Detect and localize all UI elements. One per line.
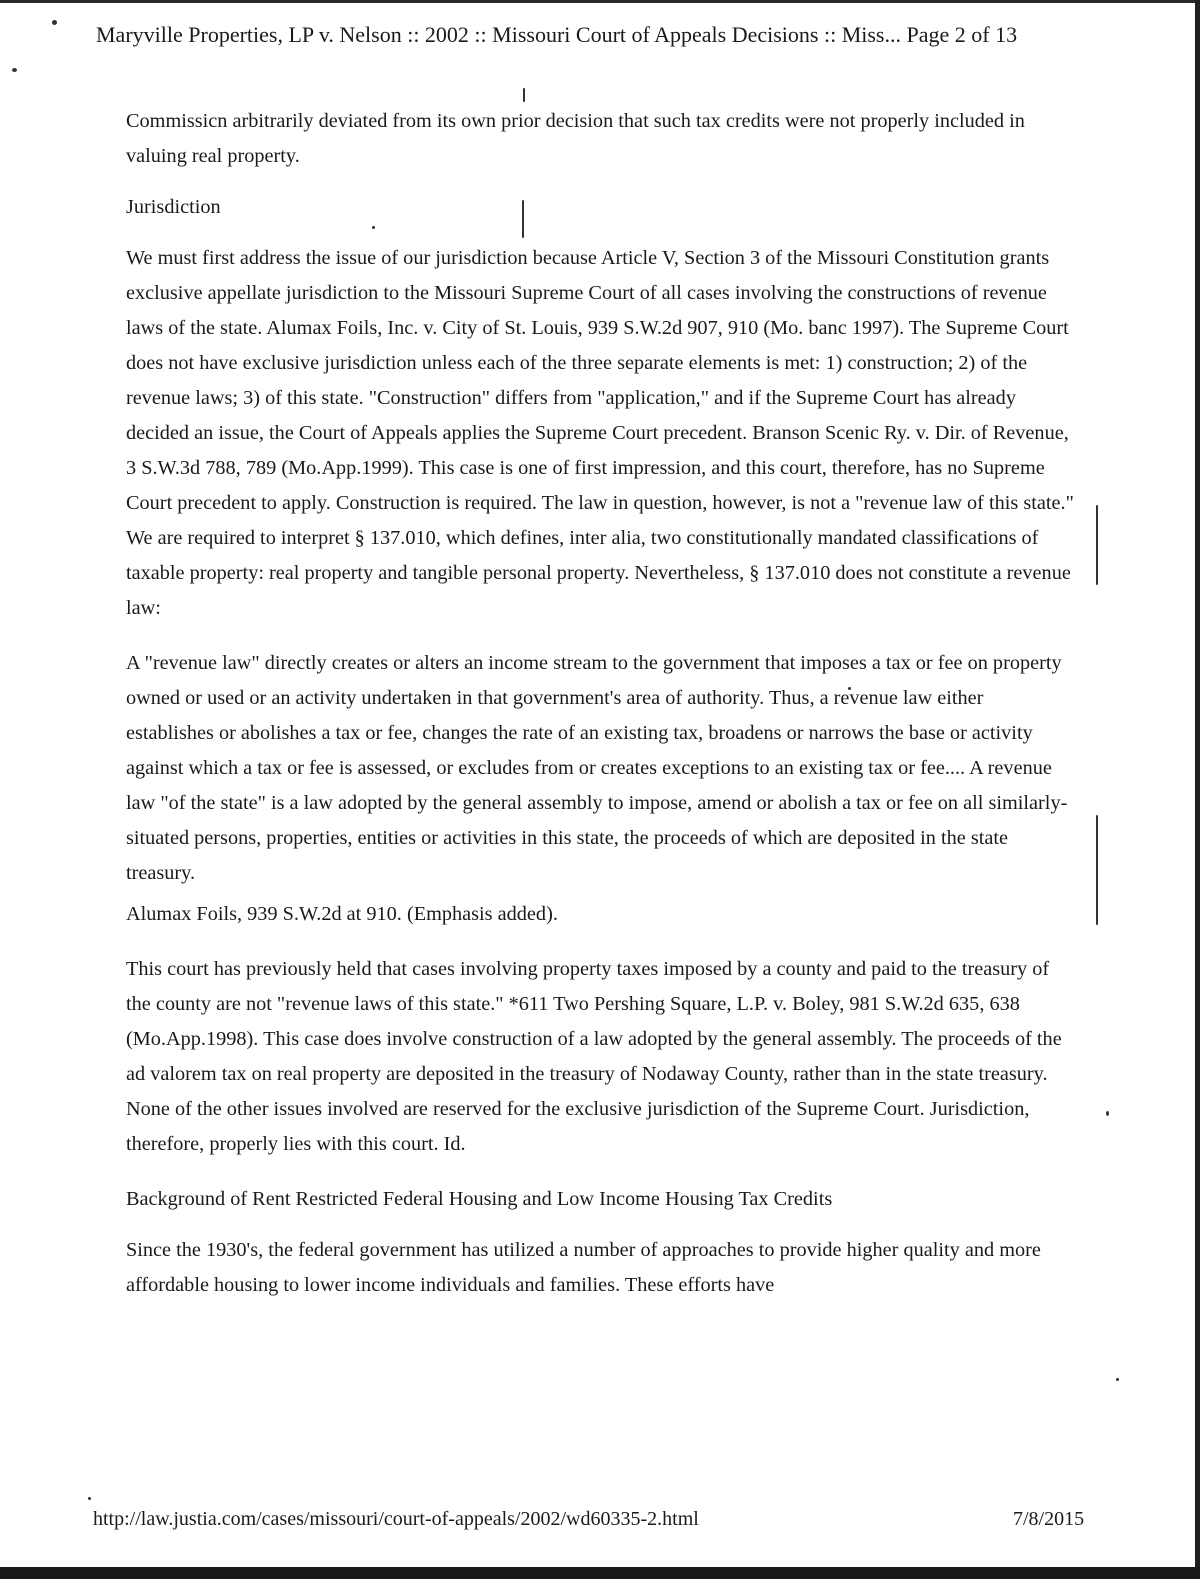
scan-speck <box>88 1497 91 1500</box>
paragraph-background: Since the 1930's, the federal government has utilized a number of approaches to provide higher quality and more affordable housing to lower income individuals and families. These efforts have <box>126 1239 1041 1296</box>
scan-speck <box>1116 1378 1119 1381</box>
scan-speck <box>1106 1111 1109 1116</box>
scan-speck <box>52 20 57 25</box>
scan-speck <box>1096 505 1098 585</box>
scan-border-top <box>0 0 1200 3</box>
scan-border-bottom <box>0 1567 1200 1579</box>
quote-citation: Alumax Foils, 939 S.W.2d at 910. (Emphasis added). <box>126 903 558 925</box>
paragraph-jurisdiction: We must first address the issue of our jurisdiction because Article V, Section 3 of the Missouri Constitution grants exclusive appellate jurisdiction to the Missouri Supreme Court of all cases involving the constructions of revenue laws of the state. Alumax Foils, Inc. v. City of St. Louis, 939 S.W.2d 907, 910 (Mo. banc 1997). The Supreme Court does not have exclusive jurisdiction unless each of the three separate elements is met: 1) construction; 2) of the revenue laws; 3) of this state. "Construction" differs from "application," and if the Supreme Court has already decided an issue, the Court of Appeals applies the Supreme Court precedent. Branson Scenic Ry. v. Dir. of Revenue, 3 S.W.3d 788, 789 (Mo.App.1999). This case is one of first impression, and this court, therefore, has no Supreme Court precedent to apply. Construction is required. The law in question, however, is not a "revenue law of this state." We are required to interpret § 137.010, which defines, inter alia, two constitutionally mandated classifications of taxable property: real property and tangible personal property. Nevertheless, § 137.010 does not constitute a revenue law: <box>126 247 1074 619</box>
footer-date: 7/8/2015 <box>1013 1508 1085 1530</box>
scan-speck <box>1096 815 1098 925</box>
scan-speck <box>523 88 525 102</box>
section-heading-jurisdiction: Jurisdiction <box>126 196 221 218</box>
paragraph-court-holding: This court has previously held that cases involving property taxes imposed by a county and paid to the treasury of the county are not "revenue laws of this state." *611 Two Pershing Square, L.P. v. Boley, 981 S.W.2d 635, 638 (Mo.App.1998). This case does involve construction of a law adopted by the general assembly. The proceeds of the ad valorem tax on real property are deposited in the treasury of Nodaway County, rather than in the state treasury. None of the other issues involved are reserved for the exclusive jurisdiction of the Supreme Court. Jurisdiction, therefore, properly lies with this court. Id. <box>126 958 1062 1155</box>
continued-paragraph: Commissicn arbitrarily deviated from its own prior decision that such tax credits were not properly included in valuing real property. <box>126 110 1025 167</box>
block-quote: A "revenue law" directly creates or alters an income stream to the government that imposes a tax or fee on property owned or used or an activity undertaken in that government's area of authority. Thus, a revenue law either establishes or abolishes a tax or fee, changes the rate of an existing tax, broadens or narrows the base or activity against which a tax or fee is assessed, or excludes from or creates exceptions to an existing tax or fee.... A revenue law "of the state" is a law adopted by the general assembly to impose, amend or abolish a tax or fee on all similarly-situated persons, properties, entities or activities in this state, the proceeds of which are deposited in the state treasury. <box>126 652 1068 884</box>
page-header: Maryville Properties, LP v. Nelson :: 2002 :: Missouri Court of Appeals Decisions :: Miss... Page 2 of 13 <box>96 22 1018 47</box>
footer-url: http://law.justia.com/cases/missouri/court-of-appeals/2002/wd60335-2.html <box>93 1508 699 1530</box>
scan-border-right <box>1195 0 1200 1579</box>
section-heading-background: Background of Rent Restricted Federal Housing and Low Income Housing Tax Credits <box>126 1188 833 1210</box>
scan-speck <box>12 68 17 72</box>
document-body <box>126 104 1076 1303</box>
